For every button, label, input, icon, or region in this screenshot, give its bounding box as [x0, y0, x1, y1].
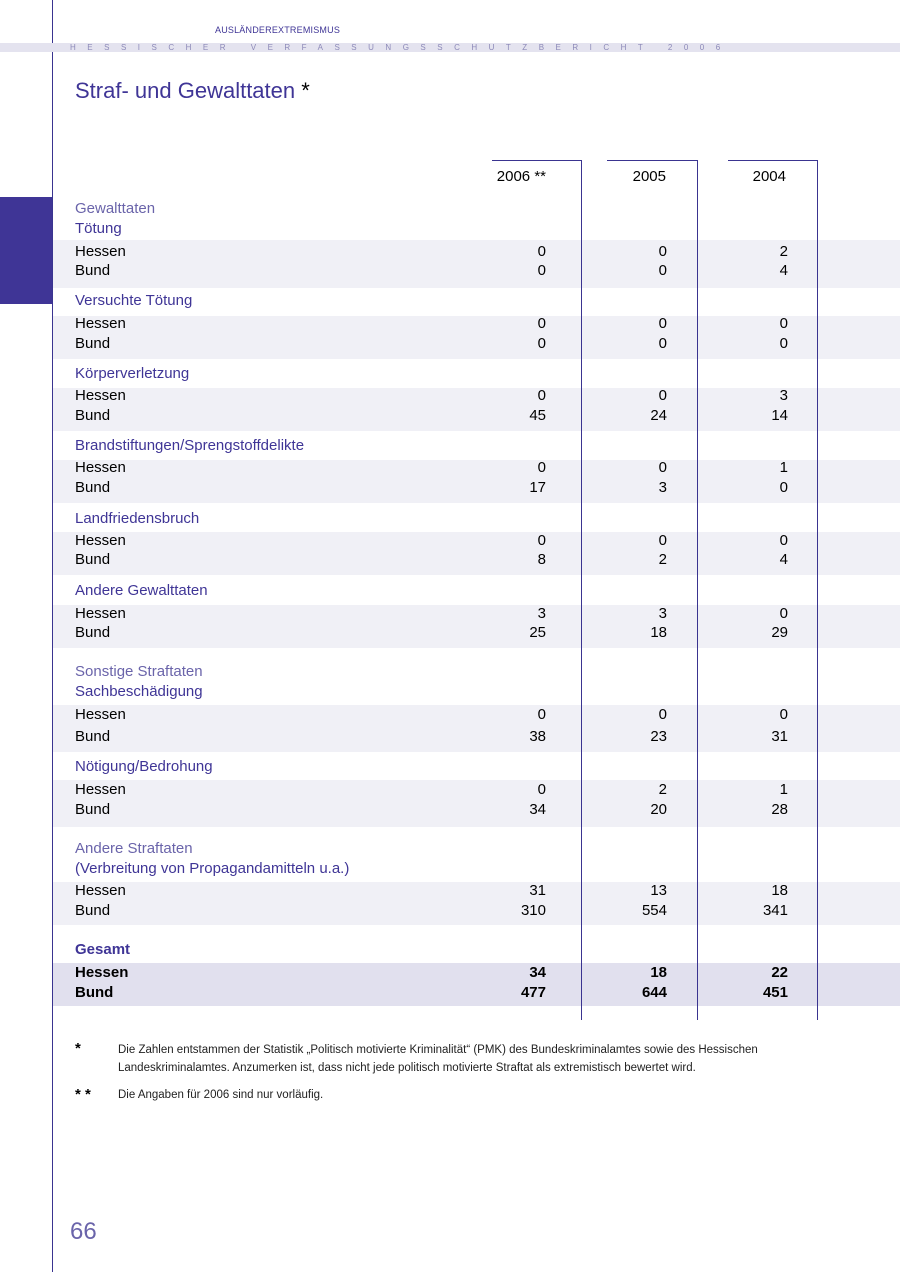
row-label-hessen: Hessen: [75, 315, 126, 332]
running-header: HESSISCHER VERFASSUNGSSCHUTZBERICHT 2006: [70, 43, 732, 52]
total-value: 34: [529, 964, 546, 981]
cell-value: 0: [779, 315, 788, 332]
cell-value: 2: [658, 551, 667, 568]
group-heading: Sonstige Straftaten: [75, 663, 203, 680]
cell-value: 0: [658, 706, 667, 723]
cell-value: 3: [779, 387, 788, 404]
cell-value: 0: [658, 243, 667, 260]
row-label-hessen: Hessen: [75, 882, 126, 899]
cell-value: 38: [529, 728, 546, 745]
column-header-rule: [728, 160, 818, 161]
cell-value: 0: [658, 315, 667, 332]
cell-value: 31: [771, 728, 788, 745]
category-heading: Andere Gewalttaten: [75, 582, 208, 599]
category-heading: Versuchte Tötung: [75, 292, 193, 309]
cell-value: 25: [529, 624, 546, 641]
row-label-bund: Bund: [75, 902, 111, 919]
cell-value: 4: [779, 262, 788, 279]
cell-value: 13: [650, 882, 667, 899]
cell-value: 3: [658, 479, 667, 496]
column-header-2004: 2004: [752, 168, 786, 185]
cell-value: 14: [771, 407, 788, 424]
total-value: 477: [520, 984, 546, 1001]
cell-value: 28: [771, 801, 788, 818]
cell-value: 0: [537, 706, 546, 723]
total-value: 644: [641, 984, 667, 1001]
chapter-marker: [0, 197, 52, 304]
cell-value: 0: [658, 335, 667, 352]
cell-value: 0: [537, 459, 546, 476]
page-title: [75, 78, 310, 104]
row-label-hessen: Hessen: [75, 964, 129, 981]
row-label-bund: Bund: [75, 551, 111, 568]
cell-value: 18: [650, 624, 667, 641]
footnote-text: Die Zahlen entstammen der Statistik „Politisch motivierte Kriminalität“ (PMK) des Bundeskriminalamtes sowie des Hessischen Landeskriminalamtes. Anzumerken ist, dass nicht jede politisch motivierte Straftat als extremistisch bewertet wird.: [118, 1044, 758, 1074]
cell-value: 0: [537, 243, 546, 260]
cell-value: 1: [779, 459, 788, 476]
cell-value: 0: [658, 387, 667, 404]
cell-value: 0: [779, 479, 788, 496]
cell-value: 34: [529, 801, 546, 818]
cell-value: 0: [537, 532, 546, 549]
total-value: 451: [762, 984, 788, 1001]
footnote-mark: * *: [75, 1086, 91, 1103]
column-header-rule: [492, 160, 582, 161]
column-header-2006: 2006 **: [496, 168, 546, 185]
row-label-bund: Bund: [75, 801, 111, 818]
cell-value: 0: [537, 335, 546, 352]
cell-value: 20: [650, 801, 667, 818]
total-value: 18: [650, 964, 667, 981]
page-number: 66: [70, 1218, 97, 1245]
row-label-bund: Bund: [75, 335, 111, 352]
cell-value: 0: [537, 387, 546, 404]
footnote-mark: *: [75, 1040, 81, 1057]
cell-value: 2: [658, 781, 667, 798]
title-text: Straf- und Gewalttaten: [75, 78, 296, 103]
cell-value: 0: [658, 459, 667, 476]
cell-value: 18: [771, 882, 788, 899]
row-label-hessen: Hessen: [75, 605, 126, 622]
cell-value: 310: [520, 902, 546, 919]
row-label-hessen: Hessen: [75, 532, 126, 549]
cell-value: 1: [779, 781, 788, 798]
footnote-text: Die Angaben für 2006 sind nur vorläufig.: [118, 1089, 324, 1101]
cell-value: 45: [529, 407, 546, 424]
cell-value: 31: [529, 882, 546, 899]
cell-value: 24: [650, 407, 667, 424]
category-heading: Landfriedensbruch: [75, 510, 200, 527]
cell-value: 2: [779, 243, 788, 260]
row-label-bund: Bund: [75, 728, 111, 745]
cell-value: 0: [779, 532, 788, 549]
cell-value: 29: [771, 624, 788, 641]
column-rule: [581, 160, 582, 1020]
cell-value: 8: [537, 551, 546, 568]
category-heading: Tötung: [75, 220, 122, 237]
cell-value: 3: [658, 605, 667, 622]
group-heading: Andere Straftaten: [75, 840, 193, 857]
cell-value: 0: [779, 706, 788, 723]
total-value: 22: [771, 964, 788, 981]
cell-value: 17: [529, 479, 546, 496]
column-header-2005: 2005: [632, 168, 666, 185]
total-heading: Gesamt: [75, 941, 131, 958]
category-heading: Brandstiftungen/Sprengstoffdelikte: [75, 437, 305, 454]
cell-value: 0: [537, 781, 546, 798]
row-label-bund: Bund: [75, 984, 114, 1001]
cell-value: 0: [658, 262, 667, 279]
category-heading: Nötigung/Bedrohung: [75, 758, 213, 775]
cell-value: 4: [779, 551, 788, 568]
row-label-hessen: Hessen: [75, 706, 126, 723]
cell-value: 23: [650, 728, 667, 745]
cell-value: 3: [537, 605, 546, 622]
row-label-hessen: Hessen: [75, 387, 126, 404]
row-label-bund: Bund: [75, 479, 111, 496]
section-tag: AUSLÄNDEREXTREMISMUS: [215, 25, 341, 35]
category-heading: Sachbeschädigung: [75, 683, 203, 700]
cell-value: 0: [537, 315, 546, 332]
category-subheading: (Verbreitung von Propagandamitteln u.a.): [75, 860, 350, 877]
cell-value: 0: [658, 532, 667, 549]
column-header-rule: [607, 160, 698, 161]
row-label-bund: Bund: [75, 624, 111, 641]
row-label-hessen: Hessen: [75, 459, 126, 476]
title-footnote-mark: *: [301, 78, 310, 103]
row-label-hessen: Hessen: [75, 243, 126, 260]
column-rule: [697, 160, 698, 1020]
row-label-bund: Bund: [75, 407, 111, 424]
column-rule: [817, 160, 818, 1020]
group-heading: Gewalttaten: [75, 200, 156, 217]
cell-value: 341: [762, 902, 788, 919]
cell-value: 0: [779, 335, 788, 352]
category-heading: Körperverletzung: [75, 365, 190, 382]
cell-value: 0: [537, 262, 546, 279]
row-label-bund: Bund: [75, 262, 111, 279]
row-label-hessen: Hessen: [75, 781, 126, 798]
cell-value: 0: [779, 605, 788, 622]
cell-value: 554: [641, 902, 667, 919]
